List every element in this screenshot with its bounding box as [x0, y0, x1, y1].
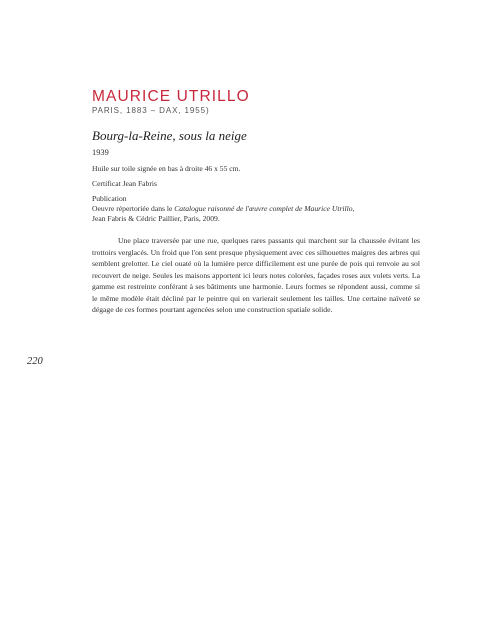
publication-authors: Jean Fabris & Cédric Paillier, Paris, 2009. — [92, 214, 220, 223]
publication-catalogue-title: Catalogue raisonné de l'œuvre complet de Maurice Utrillo — [174, 204, 353, 213]
work-certificate: Certificat Jean Fabris — [92, 179, 157, 188]
artist-dates: PARIS, 1883 – DAX, 1955) — [92, 106, 210, 115]
artist-name: MAURICE UTRILLO — [92, 88, 250, 105]
publication-prefix: Oeuvre répertoriée dans le — [92, 204, 175, 213]
work-medium: Huile sur toile signée en bas à droite 46 x 55 cm. — [92, 164, 241, 173]
page-number: 220 — [27, 356, 43, 367]
work-year: 1939 — [92, 148, 109, 157]
description-paragraph: Une place traversée par une rue, quelques rares passants qui marchent sur la chaussée évitant les trottoirs verglacés. Un froid que l'on sent presque physiquement avec ces silhouettes maigres des arbres qui semblent grelotter. Le ciel ouaté où la lumière perce difficilement est une purée de pois qui renvoie au sol recouvert de neige. Seules les maisons apportent ici leurs notes colorées, façades roses aux volets verts. La gamme est restreinte conférant à ses bâtiments une harmonie. Leurs formes se répondent aussi, comme si le même modèle était décliné par le peintre qui en varierait seulement les tailles. Une certaine naïveté se dégage de ces formes pourtant agencées selon une construction spatiale solide. — [92, 236, 420, 314]
work-title: Bourg-la-Reine, sous la neige — [92, 128, 247, 143]
publication-label: Publication — [92, 194, 127, 203]
publication-suffix: , — [352, 204, 355, 213]
